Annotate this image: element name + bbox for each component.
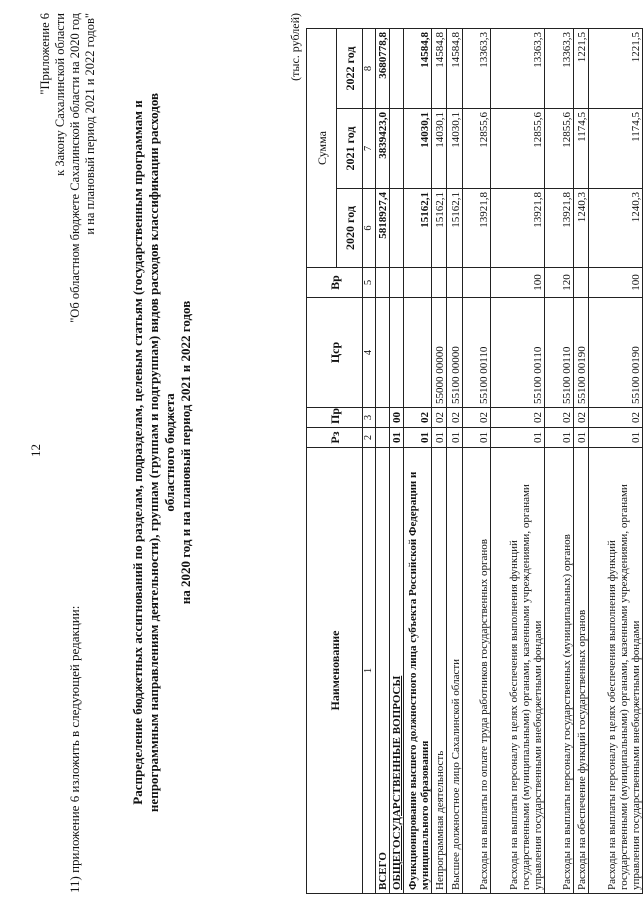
header-2020: 2020 год (337, 189, 363, 268)
row-vr (376, 268, 390, 298)
header-vr: Вр (307, 268, 363, 298)
row-2020 (390, 189, 404, 268)
row-2021: 1174,5 (589, 109, 643, 189)
row-2021 (390, 109, 404, 189)
row-2020: 1240,3 (574, 189, 589, 268)
row-name: ВСЕГО (376, 448, 390, 894)
row-csr: 55100 00000 (447, 298, 463, 408)
col-number: 6 (363, 189, 376, 268)
row-name: Расходы на выплаты по оплате труда работников государственных органов (463, 448, 491, 894)
row-pr: 02 (432, 408, 447, 428)
row-2022: 3680778,8 (376, 28, 390, 108)
row-pr: 02 (545, 408, 574, 428)
row-csr: 55100 00110 (463, 298, 491, 408)
row-vr (432, 268, 447, 298)
row-2020: 13921,8 (545, 189, 574, 268)
row-2021: 14030,1 (432, 109, 447, 189)
row-2022 (390, 28, 404, 108)
row-csr (390, 298, 404, 408)
row-name: Расходы на выплаты персоналу в целях обеспечения выполнения функций государственными (муниципальными) органами, казенными учреждениями, органами управления государственными внебюджетными фондами (491, 448, 545, 894)
intro-text: 11) приложение 6 изложить в следующей редакции: (67, 605, 82, 893)
table-row (404, 28, 432, 893)
row-2021: 12855,6 (491, 109, 545, 189)
row-vr: 100 (491, 268, 545, 298)
row-rz: 01 (589, 428, 643, 448)
row-rz: 01 (574, 428, 589, 448)
row-name: Высшее должностное лицо Сахалинской области (447, 448, 463, 894)
row-vr (463, 268, 491, 298)
title-line-2: непрограммным направлениям деятельности), группам (группам и подгруппам) видов расходов классификации расходов (146, 92, 161, 813)
row-pr: 02 (463, 408, 491, 428)
row-2021: 14030,1 (447, 109, 463, 189)
header-pr: Пр (307, 408, 363, 428)
row-csr (376, 298, 390, 408)
row-2021: 1174,5 (574, 109, 589, 189)
column-numbers-row (363, 28, 376, 893)
row-2022: 14584,8 (404, 28, 432, 108)
title-line-3: областного бюджета (162, 393, 177, 512)
appendix-line-4: и на плановый период 2021 и 2022 годов" (83, 13, 97, 235)
row-2020: 5818927,4 (376, 189, 390, 268)
row-2022: 14584,8 (432, 28, 447, 108)
row-vr (447, 268, 463, 298)
header-2022: 2022 год (337, 28, 363, 108)
row-rz: 01 (432, 428, 447, 448)
row-csr: 55100 00190 (574, 298, 589, 408)
row-csr: 55100 00110 (545, 298, 574, 408)
row-rz: 01 (545, 428, 574, 448)
units-label: (тыс. рублей) (288, 13, 302, 81)
budget-table (306, 28, 643, 894)
row-pr: 02 (404, 408, 432, 428)
row-rz: 01 (390, 428, 404, 448)
row-csr: 55100 00110 (491, 298, 545, 408)
appendix-line-3: "Об областном бюджете Сахалинской области на 2020 год (68, 13, 82, 323)
appendix-line-1: "Приложение 6 (38, 13, 52, 95)
row-csr: 55100 00190 (589, 298, 643, 408)
appendix-line-2: к Закону Сахалинской области (53, 13, 67, 176)
row-name: ОБЩЕГОСУДАРСТВЕННЫЕ ВОПРОСЫ (390, 448, 404, 894)
row-name: Непрограммная деятельность (432, 448, 447, 894)
row-csr (404, 298, 432, 408)
appendix-header (38, 13, 98, 323)
row-rz: 01 (404, 428, 432, 448)
table-row (589, 28, 643, 893)
row-2022: 13363,3 (545, 28, 574, 108)
row-name: Расходы на выплаты персоналу государственных (муниципальных) органов (545, 448, 574, 894)
document-title (130, 0, 194, 905)
row-2021: 14030,1 (404, 109, 432, 189)
row-pr: 02 (589, 408, 643, 428)
title-line-4: на 2020 год и на плановый период 2021 и 2022 годов (178, 300, 193, 605)
table-row (432, 28, 447, 893)
title-line-1: Распределение бюджетных ассигнований по разделам, подразделам, целевым статьям (государственным программам и (130, 100, 145, 805)
row-vr: 120 (545, 268, 574, 298)
header-sum: Сумма (307, 28, 337, 267)
row-name: Расходы на обеспечение функций государственных органов (574, 448, 589, 894)
row-2022: 14584,8 (447, 28, 463, 108)
table-row (390, 28, 404, 893)
col-number: 4 (363, 298, 376, 408)
row-pr: 02 (574, 408, 589, 428)
row-2022: 1221,5 (574, 28, 589, 108)
col-number: 2 (363, 428, 376, 448)
header-csr: Цср (307, 298, 363, 408)
header-name: Наименование (307, 448, 363, 894)
row-2020: 15162,1 (404, 189, 432, 268)
row-2022: 13363,3 (491, 28, 545, 108)
row-vr (404, 268, 432, 298)
col-number: 5 (363, 268, 376, 298)
header-2021: 2021 год (337, 109, 363, 189)
table-row (463, 28, 491, 893)
row-name: Расходы на выплаты персоналу в целях обеспечения выполнения функций государственными (муниципальными) органами, казенными учреждениями, органами управления государственными внебюджетными фондами (589, 448, 643, 894)
row-2021: 12855,6 (463, 109, 491, 189)
row-2021: 3839423,0 (376, 109, 390, 189)
row-2020: 15162,1 (447, 189, 463, 268)
row-rz: 01 (463, 428, 491, 448)
table-row (545, 28, 574, 893)
table-row (491, 28, 545, 893)
row-pr: 02 (447, 408, 463, 428)
row-2020: 13921,8 (491, 189, 545, 268)
row-vr (574, 268, 589, 298)
row-2020: 1240,3 (589, 189, 643, 268)
row-rz: 01 (491, 428, 545, 448)
col-number: 7 (363, 109, 376, 189)
row-rz: 01 (447, 428, 463, 448)
row-2022: 13363,3 (463, 28, 491, 108)
row-vr: 100 (589, 268, 643, 298)
col-number: 3 (363, 408, 376, 428)
row-2021: 12855,6 (545, 109, 574, 189)
row-2022: 1221,5 (589, 28, 643, 108)
row-vr (390, 268, 404, 298)
row-rz (376, 428, 390, 448)
row-pr: 02 (491, 408, 545, 428)
row-2020: 15162,1 (432, 189, 447, 268)
row-csr: 55000 00000 (432, 298, 447, 408)
header-rz: Рз (307, 428, 363, 448)
row-pr (376, 408, 390, 428)
table-row (574, 28, 589, 893)
row-pr: 00 (390, 408, 404, 428)
row-name: Функционирование высшего должностного лица субъекта Российской Федерации и муниципального образования (404, 448, 432, 894)
col-number: 8 (363, 28, 376, 108)
row-2020: 13921,8 (463, 189, 491, 268)
page-number: 12 (28, 444, 43, 457)
col-number: 1 (363, 448, 376, 894)
table-row (447, 28, 463, 893)
table-row-total (376, 28, 390, 893)
